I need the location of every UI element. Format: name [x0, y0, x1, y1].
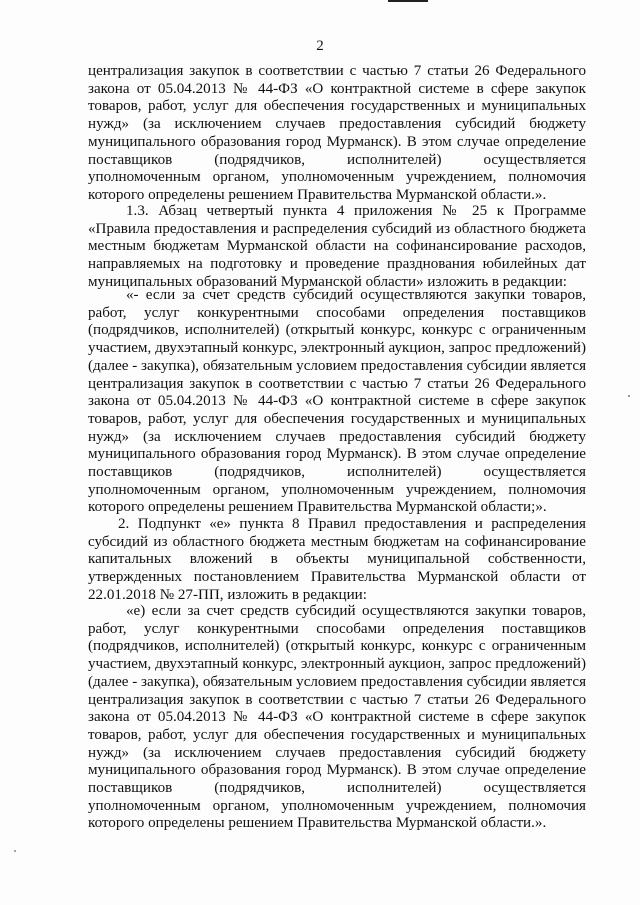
paragraph-continuation — [88, 63, 586, 205]
paragraph-text: 1.3. Абзац четвертый пункта 4 приложения № 25 к Программе «Правила предоставления и распределения субсидий из областного бюджета местным бюджетам Мурманской области на софинансирование расходов, направляемых на подготовку и проведение празднования юбилейных дат муниципальных образований Мурманской области» изложить в редакции: — [88, 203, 586, 290]
paragraph-quote-1 — [88, 287, 586, 517]
paragraph-quote-2 — [88, 603, 586, 833]
paragraph-2 — [88, 516, 586, 605]
paragraph-text: 2. Подпункт «е» пункта 8 Правил предоставления и распределения субсидий из областного бюджета местным бюджетам на софинансирование капитальных вложений в объекты муниципальной собственности, утвержденных постановлением Правительства Мурманской области от 22.01.2018 № 27-ПП, изложить в редакции: — [88, 516, 586, 603]
scan-mark — [388, 0, 428, 2]
paragraph-text: «е) если за счет средств субсидий осуществляются закупки товаров, работ, услуг конкурентными способами определения поставщиков (подрядчиков, исполнителей) (открытый конкурс, конкурс с ограниченным участием, двухэтапный конкурс, электронный аукцион, запрос предложений) (далее - закупка), обязательным условием предоставления субсидии является централизация закупок в соответствии с частью 7 статьи 26 Федерального закона от 05.04.2013 № 44-ФЗ «О контрактной системе в сфере закупок товаров, работ, услуг для обеспечения государственных и муниципальных нужд» (за исключением случаев предоставления субсидий бюджету муниципального образования город Мурманск). В этом случае определение поставщиков (подрядчиков, исполнителей) осуществляется уполномоченным органом, уполномоченным учреждением, полномочия которого определены решением Правительства Мурманской области.». — [88, 603, 587, 832]
paragraph-text: централизация закупок в соответствии с частью 7 статьи 26 Федерального закона от 05.04.2013 № 44-ФЗ «О контрактной системе в сфере закупок товаров, работ, услуг для обеспечения государственных и муниципальных нужд» (за исключением случаев предоставления субсидий бюджету муниципального образования город Мурманск). В этом случае определение поставщиков (подрядчиков, исполнителей) осуществляется уполномоченным органом, уполномоченным учреждением, полномочия которого определены решением Правительства Мурманской области.». — [88, 63, 586, 203]
paragraph-text: «- если за счет средств субсидий осуществляются закупки товаров, работ, услуг конкурентными способами определения поставщиков (подрядчиков, исполнителей) (открытый конкурс, конкурс с ограниченным участием, двухэтапный конкурс, электронный аукцион, запрос предложений) (далее - закупка), обязательным условием предоставления субсидии является централизация закупок в соответствии с частью 7 статьи 26 Федерального закона от 05.04.2013 № 44-ФЗ «О контрактной системе в сфере закупок товаров, работ, услуг для обеспечения государственных и муниципальных нужд» (за исключением случаев предоставления субсидий бюджету муниципального образования город Мурманск). В этом случае определение поставщиков (подрядчиков, исполнителей) осуществляется уполномоченным органом, уполномоченным учреждением, полномочия которого определены решением Правительства Мурманской области;». — [88, 287, 587, 516]
scan-speck — [628, 395, 630, 397]
page-number: 2 — [316, 38, 324, 54]
scan-speck — [14, 850, 16, 852]
paragraph-1-3 — [88, 203, 586, 292]
